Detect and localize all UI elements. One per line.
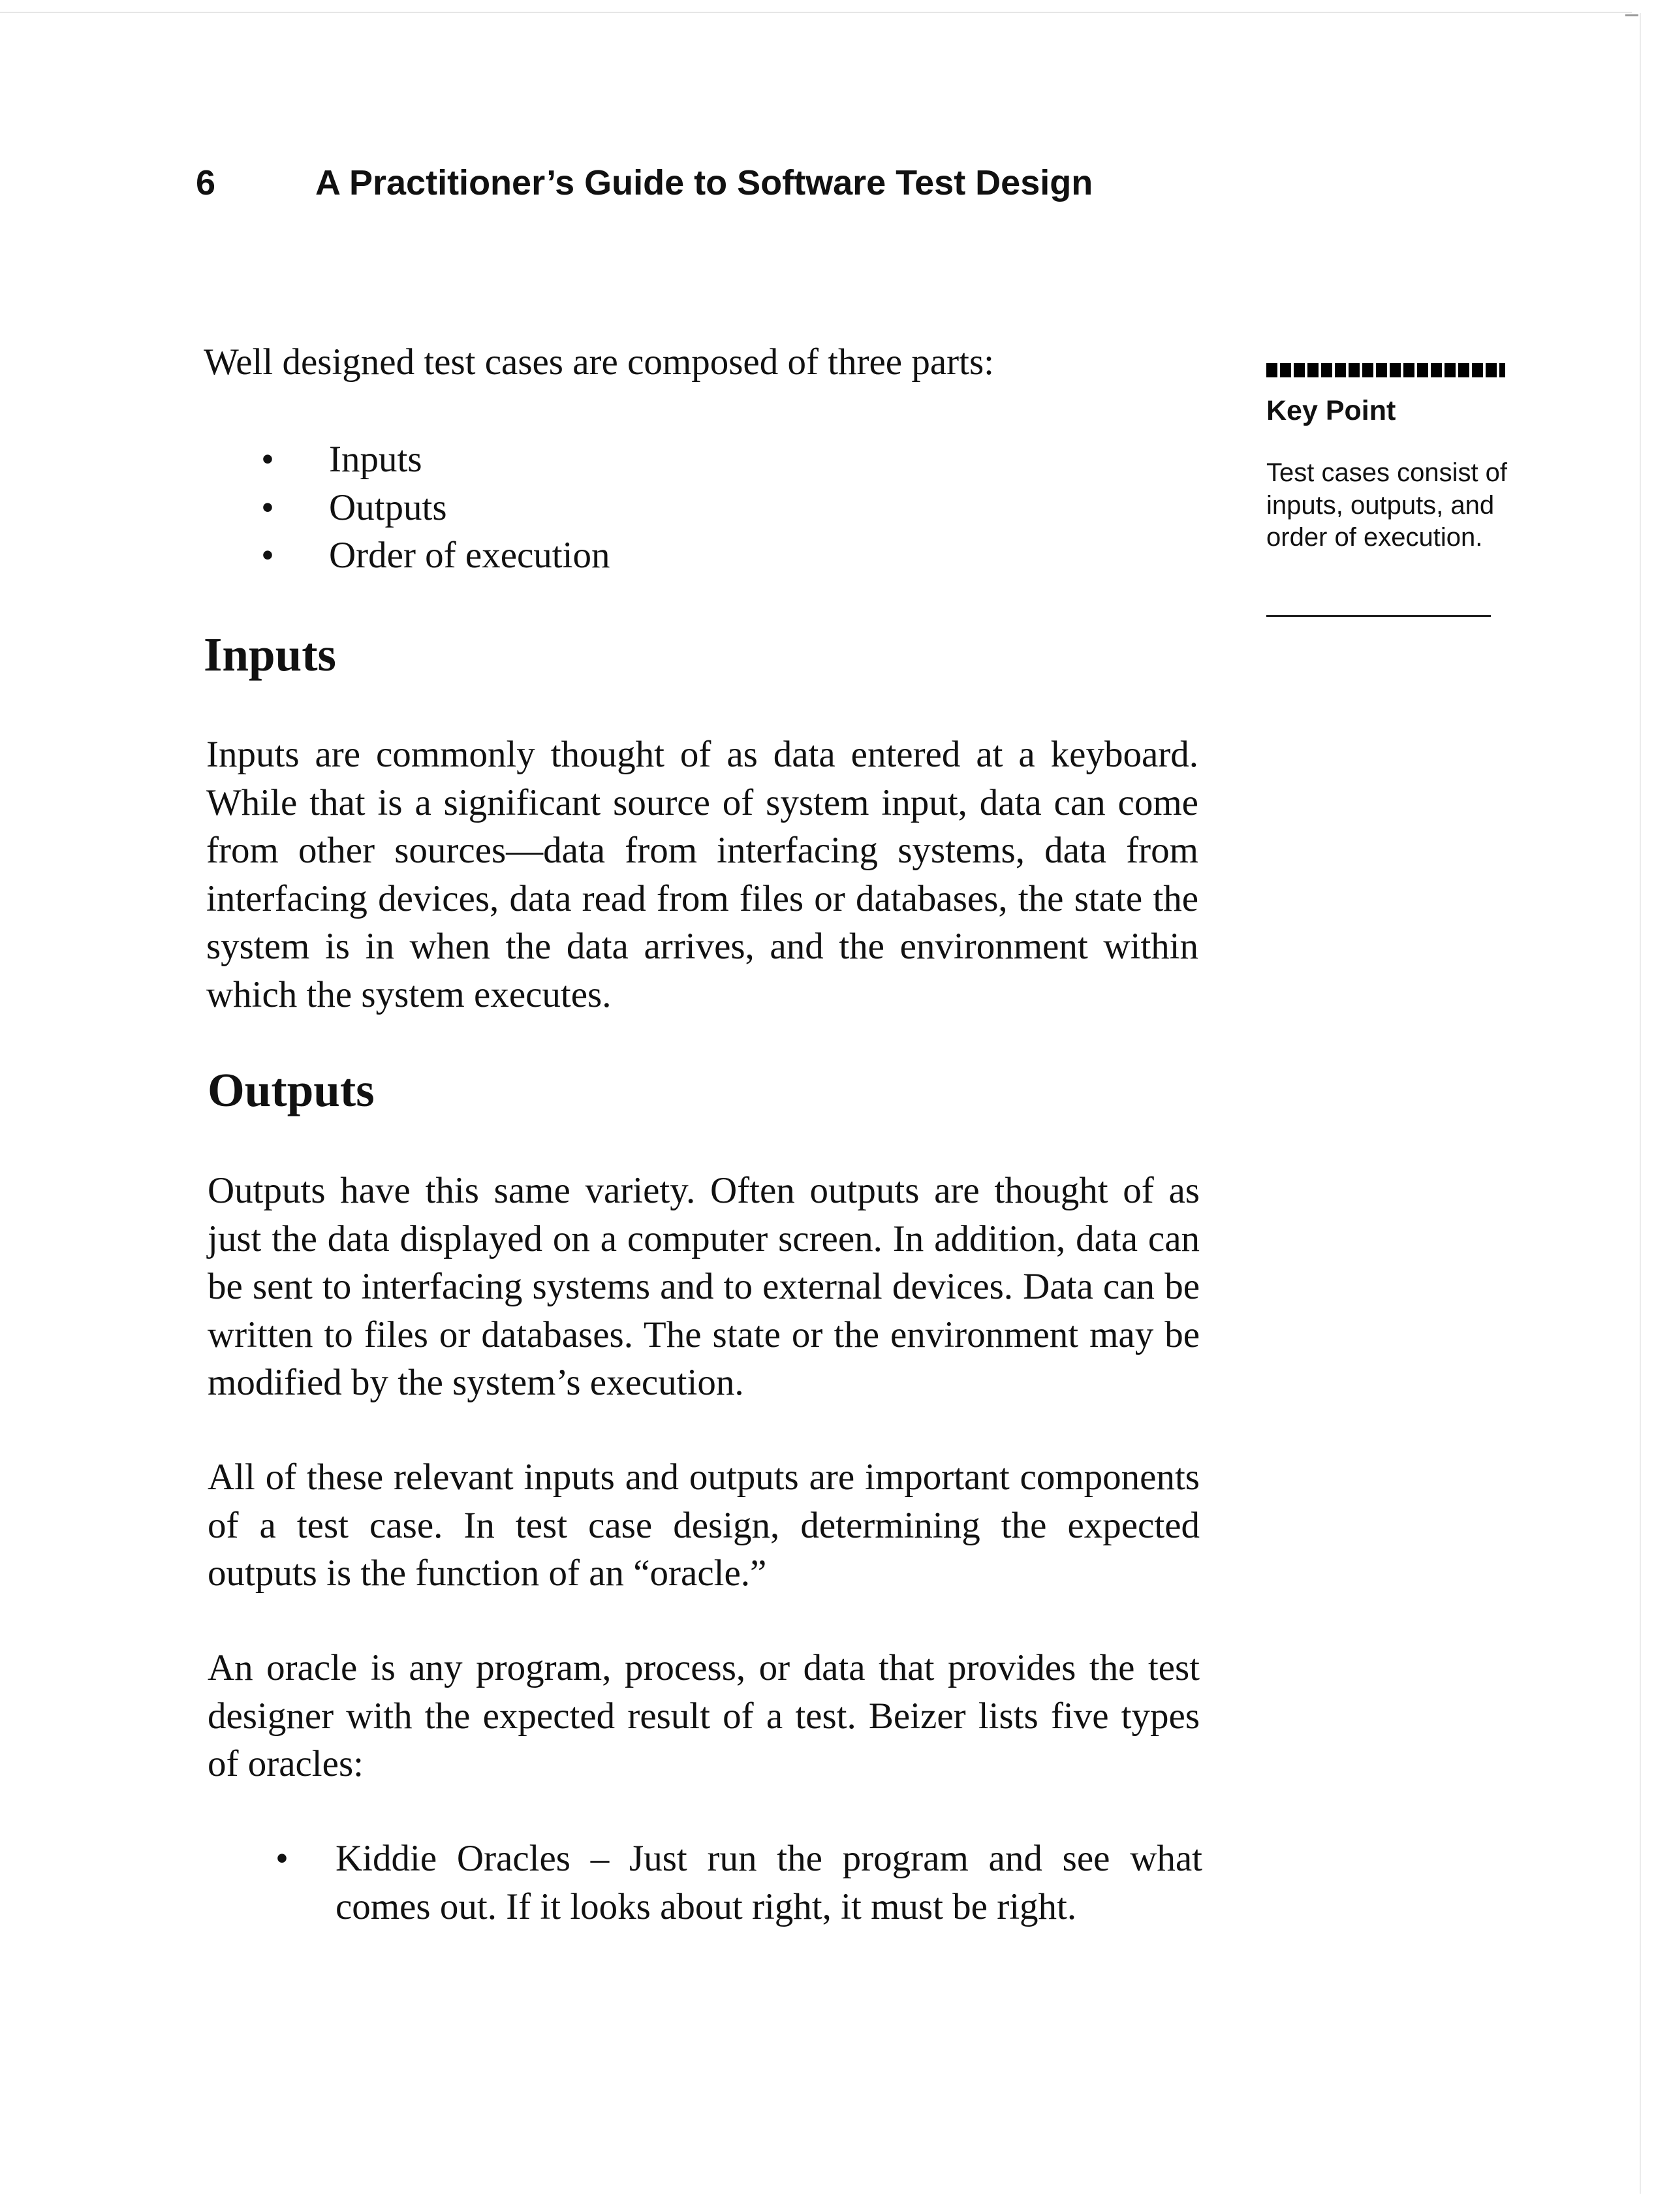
book-title: A Practitioner’s Guide to Software Test Design xyxy=(315,163,1093,202)
oracle-types-list xyxy=(275,1835,1202,1931)
intro-sentence: Well designed test cases are composed of three parts: xyxy=(204,341,994,383)
section-heading-inputs: Inputs xyxy=(204,628,336,681)
section-heading-outputs: Outputs xyxy=(208,1064,375,1116)
list-item: • Order of execution xyxy=(261,531,610,580)
outputs-paragraph: Outputs have this same variety. Often outputs are thought of as just the data displayed on a computer screen. In addition, data can be sent to interfacing systems and to external devices. Data can be written to files or databases. The state or the environment may be modified by the system’s execution. xyxy=(208,1170,1200,1403)
scan-edge-right xyxy=(1640,13,1641,2194)
list-item: • Kiddie Oracles – Just run the program and see what comes out. If it looks about right, it must be right. xyxy=(275,1835,1202,1931)
scan-corner-mark xyxy=(1625,14,1638,16)
page-number: 6 xyxy=(196,163,216,202)
oracle-definition-paragraph: An oracle is any program, process, or data that provides the test designer with the expected result of a test. Beizer lists five types of oracles: xyxy=(208,1647,1200,1784)
key-point-rule xyxy=(1266,615,1491,617)
key-point-text: Test cases consist of inputs, outputs, and order of execution. xyxy=(1266,458,1508,552)
test-case-parts-list xyxy=(261,435,610,580)
key-point-marker-bar xyxy=(1266,363,1505,377)
running-header xyxy=(196,162,1093,204)
list-item: • Outputs xyxy=(261,484,610,532)
key-point-title: Key Point xyxy=(1266,395,1396,426)
oracle-intro-paragraph: All of these relevant inputs and outputs are important components of a test case. In test case design, determining the expected outputs is the function of an “oracle.” xyxy=(208,1457,1200,1594)
inputs-paragraph: Inputs are commonly thought of as data entered at a keyboard. While that is a significant source of system input, data can come from other sources—data from interfacing systems, data from interfacing devices, data read from files or databases, the state the system is in when the data arrives, and the environment within which the system executes. xyxy=(206,734,1198,1015)
list-item: • Inputs xyxy=(261,435,610,484)
scan-edge-top xyxy=(0,12,1632,13)
